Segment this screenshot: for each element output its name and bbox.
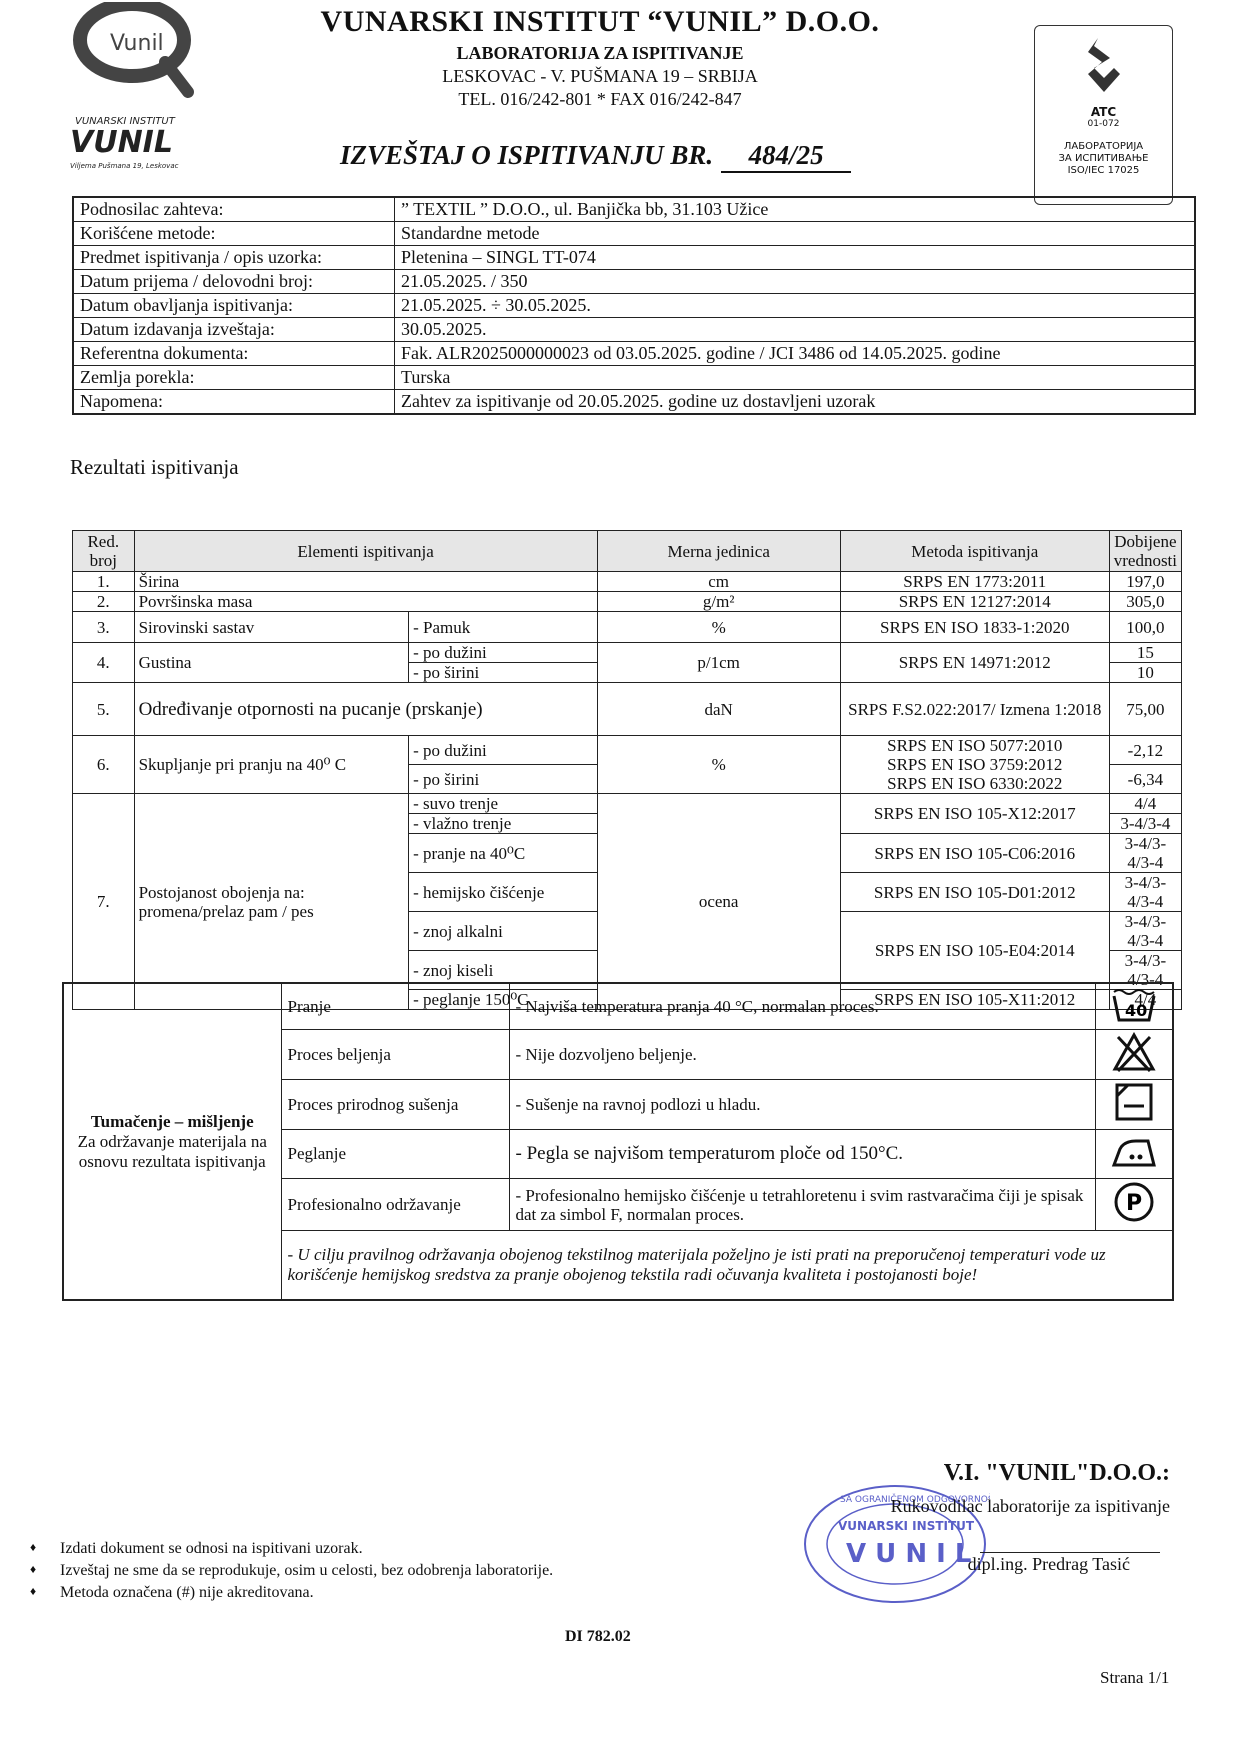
svg-text:SA OGRANIČENOM ODGOVORNOŠĆU ·: SA OGRANIČENOM ODGOVORNO xyxy=(840,1495,988,1505)
lab-address: LESKOVAC - V. PUŠMANA 19 – SRBIJA xyxy=(442,66,758,86)
info-value: 21.05.2025. / 350 xyxy=(395,270,1196,294)
care-row-wash: Tumačenje – mišljenje Za održavanje materijala na osnovu rezultata ispitivanja Pranje - Najviša temperatura pranja 40 °C, normalan proces. 40 xyxy=(63,983,1173,1030)
svg-text:VUNARSKI INSTITUT: VUNARSKI INSTITUT xyxy=(838,1519,975,1533)
svg-text:P: P xyxy=(1126,1191,1143,1216)
dry-clean-p-icon xyxy=(1096,1179,1174,1231)
report-title: IZVEŠTAJ O ISPITIVANJU BR. 484/25 xyxy=(340,140,851,173)
info-label: Podnosilac zahteva: xyxy=(73,197,395,222)
flat-dry-shade-icon xyxy=(1096,1080,1174,1130)
result-row-7-2: - vlažno trenje 3-4/3-4 xyxy=(73,814,1182,834)
result-row-7-6: - znoj kiseli 3-4/3-4/3-4 xyxy=(73,951,1182,990)
info-row xyxy=(73,366,1195,390)
result-row-2: 2. Površinska masa g/m² SRPS EN 12127:2014 305,0 xyxy=(73,592,1182,612)
info-row xyxy=(73,294,1195,318)
svg-text:VUNIL: VUNIL xyxy=(70,125,173,160)
results-table xyxy=(72,530,1182,1010)
info-value: Standardne metode xyxy=(395,222,1196,246)
signature-role: Rukovodilac laboratorije za ispitivanje xyxy=(890,1496,1170,1516)
info-value: Fak. ALR2025000000023 od 03.05.2025. godine / JCI 3486 od 14.05.2025. godine xyxy=(395,342,1196,366)
result-row-7-5: - znoj alkalni SRPS EN ISO 105-E04:2014 3-4/3-4/3-4 xyxy=(73,912,1182,951)
interpretation-label: Tumačenje – mišljenje Za održavanje materijala na osnovu rezultata ispitivanja xyxy=(63,983,281,1300)
info-row xyxy=(73,270,1195,294)
footer-note: ♦ Izveštaj ne sme da se reprodukuje, osim u celosti, bez odobrenja laboratorije. xyxy=(30,1562,680,1580)
lab-name: LABORATORIJA ZA ISPITIVANJE xyxy=(456,43,744,63)
signature-block xyxy=(800,1460,1180,1600)
info-label: Predmet ispitivanja / opis uzorka: xyxy=(73,246,395,270)
logo-text: Vunil xyxy=(110,31,164,56)
care-row-professional: Profesionalno održavanje - Profesionalno hemijsko čišćenje u tetrahloretenu i svim rastvaračima čiji je spisak dat za simbol F, normalan proces. P xyxy=(63,1179,1173,1231)
footer-note: ♦ Metoda označena (#) nije akreditovana. xyxy=(30,1584,680,1602)
info-value: ” TEXTIL ” D.O.O., ul. Banjička bb, 31.103 Užice xyxy=(395,197,1196,222)
info-row xyxy=(73,318,1195,342)
result-row-4a: 4. Gustina - po dužini p/1cm SRPS EN 14971:2012 15 xyxy=(73,643,1182,663)
info-label: Zemlja porekla: xyxy=(73,366,395,390)
signature-line xyxy=(980,1552,1160,1553)
info-row xyxy=(73,390,1195,415)
result-row-7-4: - hemijsko čišćenje SRPS EN ISO 105-D01:2012 3-4/3-4/3-4 xyxy=(73,873,1182,912)
result-row-7-1: 7. Postojanost obojenja na: promena/prelaz pam / pes - suvo trenje ocena SRPS EN ISO 105-X12:2017 4/4 xyxy=(73,794,1182,814)
info-value: 30.05.2025. xyxy=(395,318,1196,342)
interpretation-table xyxy=(62,982,1174,1301)
result-row-7-3: - pranje na 40⁰C SRPS EN ISO 105-C06:2016 3-4/3-4/3-4 xyxy=(73,834,1182,873)
care-row-dry: Proces prirodnog sušenja - Sušenje na ravnoj podlozi u hladu. xyxy=(63,1080,1173,1130)
result-row-7-7: - peglanje 150⁰C SRPS EN ISO 105-X11:2012 4/4 xyxy=(73,990,1182,1010)
result-row-1: 1. Širina cm SRPS EN 1773:2011 197,0 xyxy=(73,572,1182,592)
result-row-3: 3. Sirovinski sastav - Pamuk % SRPS EN ISO 1833-1:2020 100,0 xyxy=(73,612,1182,643)
svg-text:V U N I L: V U N I L xyxy=(846,1539,972,1569)
info-label: Datum prijema / delovodni broj: xyxy=(73,270,395,294)
document-code: DI 782.02 xyxy=(565,1628,631,1645)
result-row-4b: - po širini 10 xyxy=(73,663,1182,683)
info-value: Zahtev za ispitivanje od 20.05.2025. godine uz dostavljeni uzorak xyxy=(395,390,1196,415)
info-value: 21.05.2025. ÷ 30.05.2025. xyxy=(395,294,1196,318)
svg-text:40: 40 xyxy=(1125,1001,1148,1020)
result-row-6b: - po širini -6,34 xyxy=(73,765,1182,794)
footer-notes xyxy=(30,1540,680,1606)
results-header-row: Red. broj Elementi ispitivanja Merna jedinica Metoda ispitivanja Dobijene vrednosti xyxy=(73,531,1182,572)
signature-name: dipl.ing. Predrag Tasić xyxy=(967,1554,1130,1574)
info-value: Turska xyxy=(395,366,1196,390)
no-bleach-icon xyxy=(1096,1030,1174,1080)
info-label: Referentna dokumenta: xyxy=(73,342,395,366)
svg-text:Viljema Pušmana 19, Leskovac: Viljema Pušmana 19, Leskovac xyxy=(70,162,179,170)
info-label: Korišćene metode: xyxy=(73,222,395,246)
info-row xyxy=(73,246,1195,270)
signature-company: V.I. "VUNIL"D.O.O.: xyxy=(943,1460,1170,1486)
result-row-5: 5. Određivanje otpornosti na pucanje (prskanje) daN SRPS F.S2.022:2017/ Izmena 1:2018 75,00 xyxy=(73,683,1182,736)
page-number: Strana 1/1 xyxy=(1100,1668,1170,1687)
result-row-6a: 6. Skupljanje pri pranju na 40⁰ C - po dužini % SRPS EN ISO 5077:2010 SRPS EN ISO 3759:2012 SRPS EN ISO 6330:2022 -2,12 xyxy=(73,736,1182,765)
report-number: 484/25 xyxy=(721,140,851,173)
results-heading: Rezultati ispitivanja xyxy=(70,455,239,479)
atc-checkmark-icon xyxy=(1084,34,1124,96)
care-note: - U cilju pravilnog održavanja obojenog tekstilnog materijala poželjno je isti prati na preporučenoj temperaturi vode uz korišćenje hemijskog sredstva za pranje obojenog tekstila radi očuvanja kvaliteta i postojanosti boje! xyxy=(281,1231,1173,1301)
care-row-bleach: Proces beljenja - Nije dozvoljeno beljenje. xyxy=(63,1030,1173,1080)
institute-name: VUNARSKI INSTITUT “VUNIL” D.O.O. xyxy=(320,5,880,38)
institute-header xyxy=(300,5,900,110)
info-value: Pletenina – SINGL TT-074 xyxy=(395,246,1196,270)
request-info-table xyxy=(72,196,1196,415)
atc-accreditation-badge: ATC 01-072 ЛАБОРАТОРИЈА ЗА ИСПИТИВАЊЕ ISO/IEC 17025 xyxy=(1034,25,1173,205)
iron-two-dots-icon xyxy=(1096,1130,1174,1179)
info-row xyxy=(73,342,1195,366)
svg-text:VUNARSKI INSTITUT: VUNARSKI INSTITUT xyxy=(75,116,175,127)
info-row xyxy=(73,197,1195,222)
vunil-logo xyxy=(70,2,220,172)
footer-note: ♦ Izdati dokument se odnosi na ispitivani uzorak. xyxy=(30,1540,680,1558)
wash-40-icon xyxy=(1096,983,1174,1030)
info-row xyxy=(73,222,1195,246)
info-label: Datum izdavanja izveštaja: xyxy=(73,318,395,342)
info-label: Datum obavljanja ispitivanja: xyxy=(73,294,395,318)
info-label: Napomena: xyxy=(73,390,395,415)
care-row-iron: Peglanje - Pegla se najvišom temperaturom ploče od 150°C. xyxy=(63,1130,1173,1179)
lab-phone: TEL. 016/242-801 * FAX 016/242-847 xyxy=(458,89,742,109)
